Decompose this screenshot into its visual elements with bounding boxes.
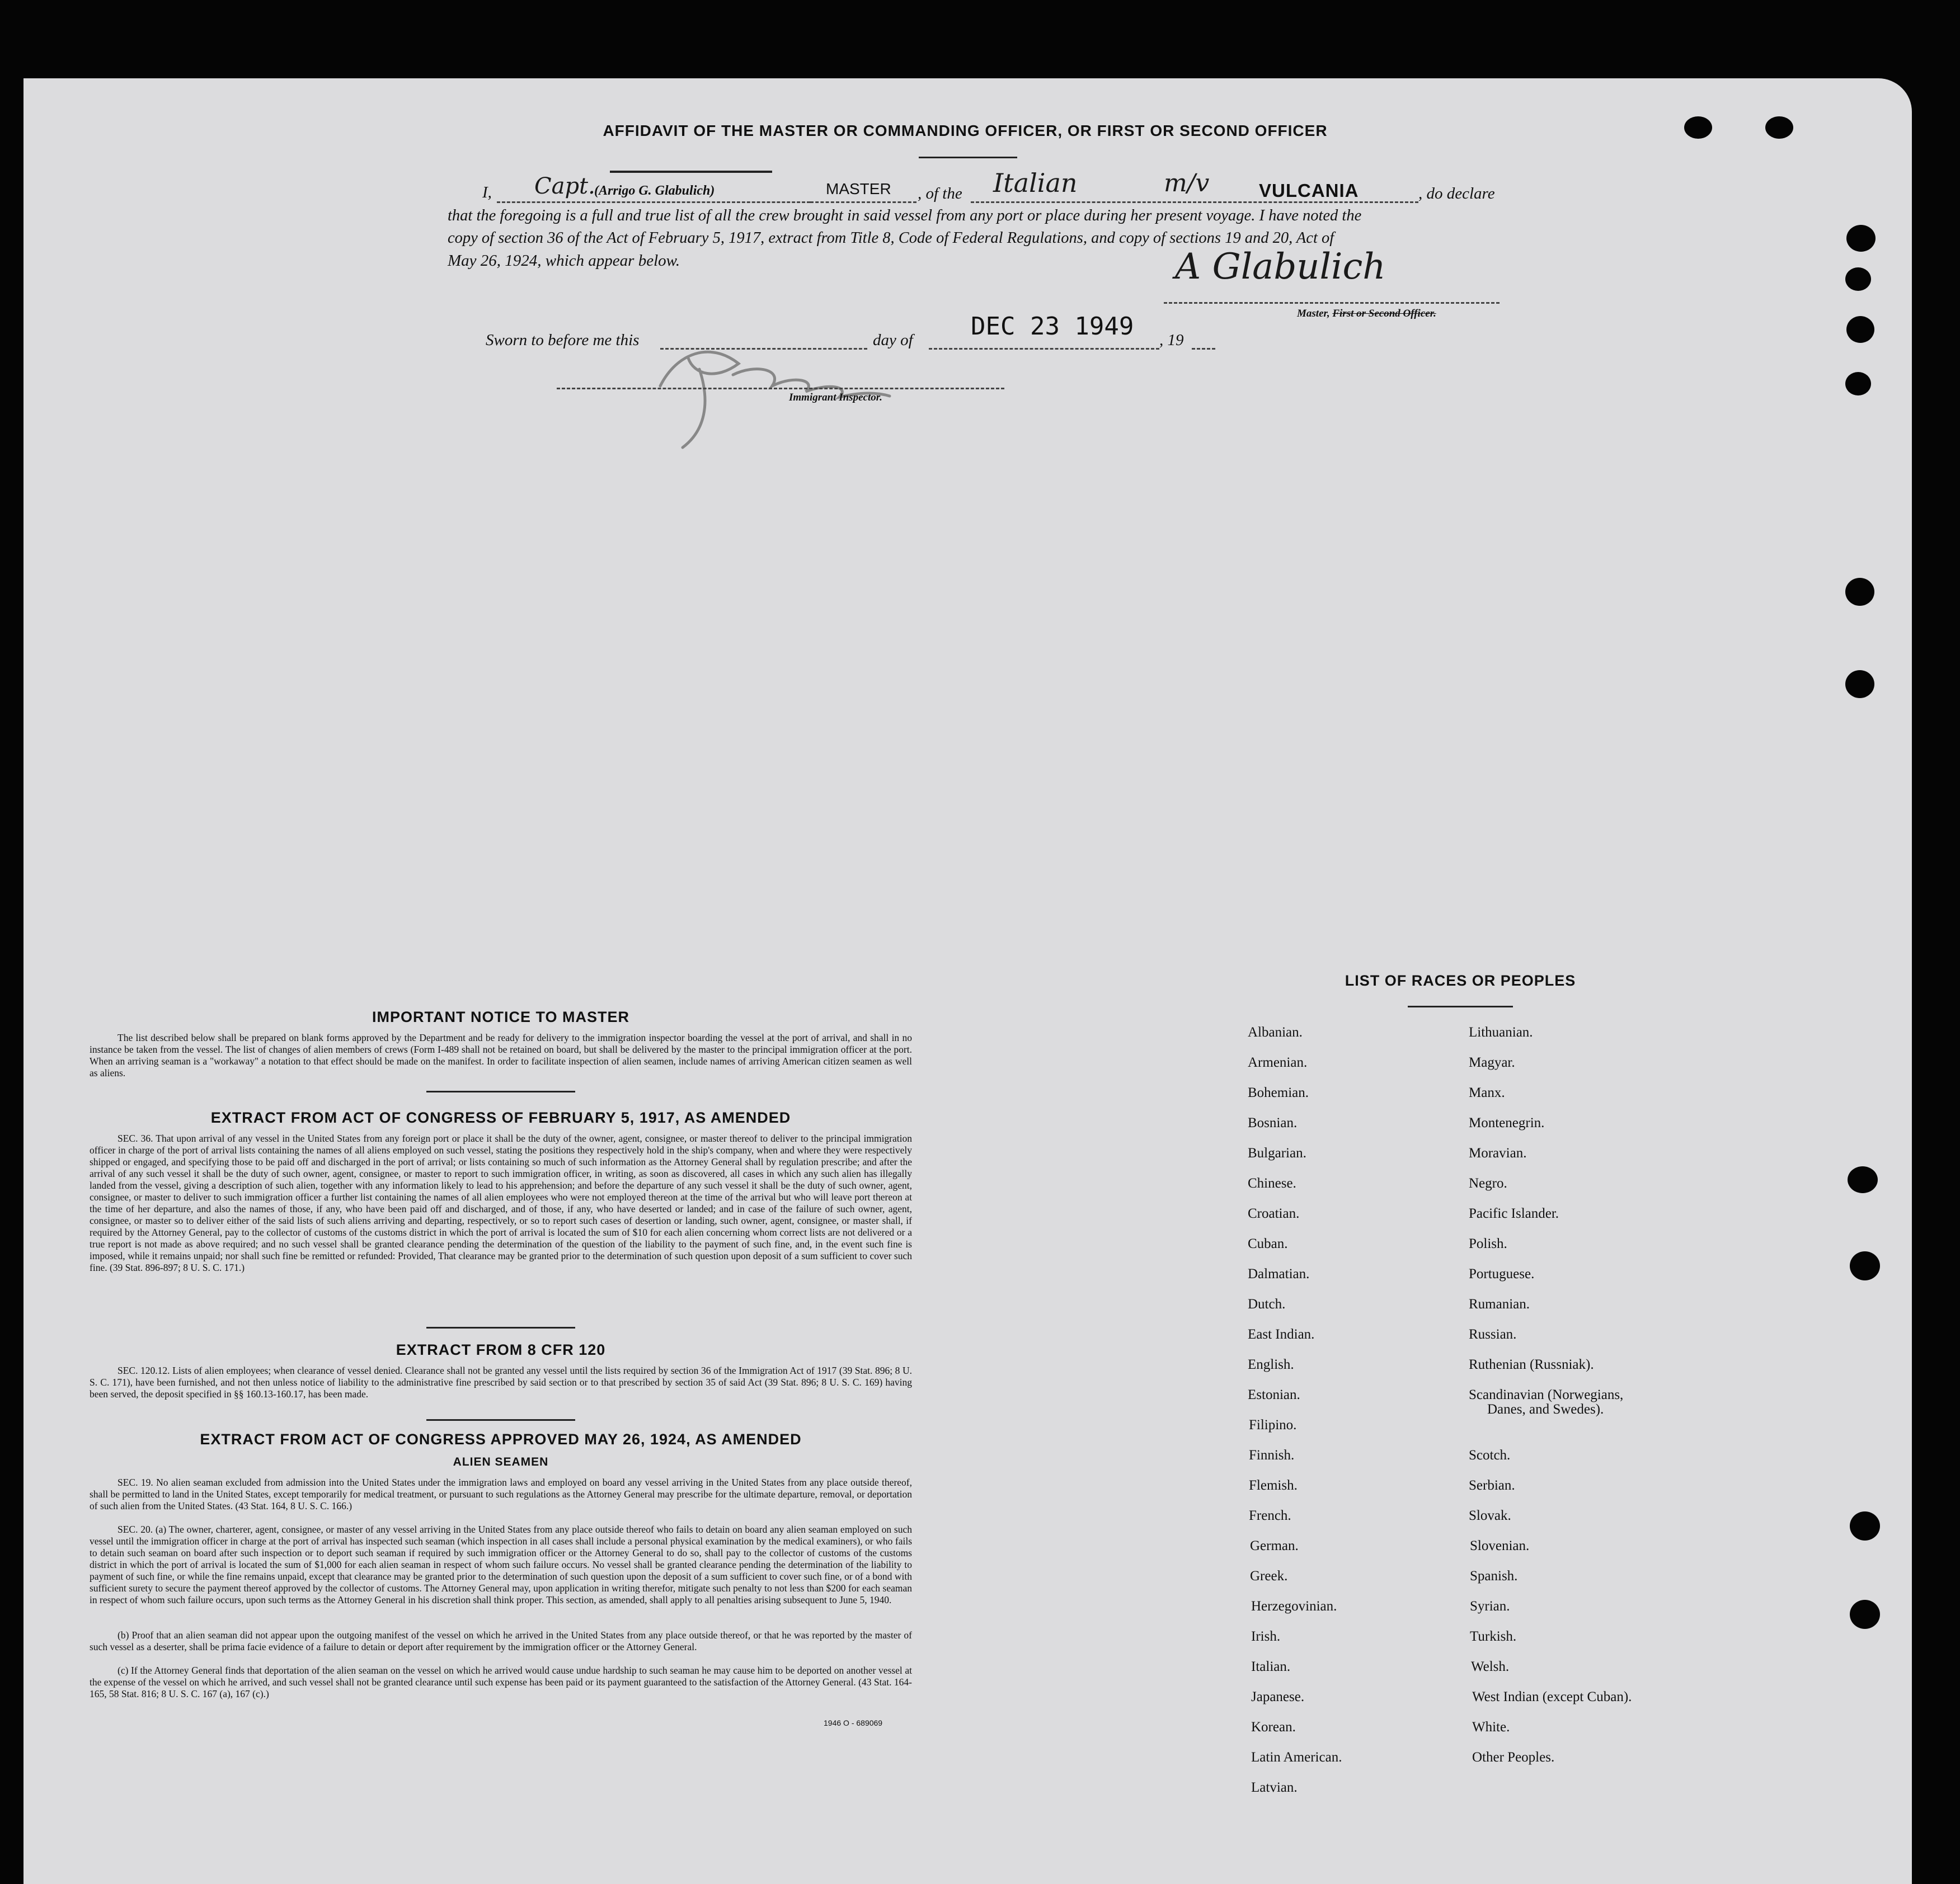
race-item: Moravian.	[1469, 1146, 1527, 1161]
race-item: East Indian.	[1248, 1327, 1315, 1342]
race-item: Syrian.	[1470, 1599, 1510, 1614]
race-item: Latvian.	[1251, 1780, 1298, 1795]
extract-1917-text: SEC. 36. That upon arrival of any vessel in the United States from any foreign port or place it shall be the duty of the owner, agent, consignee, or master thereof to deliver to the principal immigration officer in charge of the port of arrival lists containing the names of all aliens employed on such vessel, stating the positions they respectively hold in the ship's company, when and where they were respectively shipped or engaged, and specifying those to be paid off and discharged in the port of arrival; or lists containing so much of such information as the Attorney General shall by regulation prescribe; and after the arrival of any such vessel it shall be the duty of such owner, agent, consignee, or master to report to such immigration officer, in writing, as soon as discovered, all cases in which any such alien has illegally landed from the vessel, giving a description of such alien, together with any information likely to lead to his apprehension; and before the departure of any such vessel it shall be the duty of such owner, agent, consignee, or master to deliver to such immigration officer a further list containing the names of all alien employees who were not employed thereon at the time of the arrival but who will leave port thereon at the time of her departure, and also the names of those, if any, who have been paid off and discharged, and of those, if any, who have deserted or landed; and in case of the failure of such owner, agent, consignee, or master so to deliver either of the said lists of such aliens arriving and departing, respectively, or so to report such cases of desertion or landing, such owner, agent, consignee, or master shall, if required by the Attorney General, pay to the collector of customs of the customs district in which the port of arrival is located the sum of $10 for each alien concerning whom correct lists are not delivered or a true report is not made as above required; and no such vessel shall be granted clearance pending the determination of the question of the liability to the payment of such fine, and, in the event such fine is imposed, while it remains unpaid; nor shall such fine be remitted or refunded: Provided, That clearance may be granted prior to the determination of such question upon deposit of a sum sufficient to cover such fine. (39 Stat. 896-897; 8 U. S. C. 171.)	[90, 1133, 912, 1273]
extract-cfr-title: EXTRACT FROM 8 CFR 120	[396, 1341, 606, 1358]
punch-hole	[1684, 116, 1712, 139]
race-item: Bulgarian.	[1248, 1146, 1306, 1161]
signature-line	[1164, 302, 1500, 304]
race-item: Rumanian.	[1469, 1297, 1530, 1312]
race-item: Japanese.	[1251, 1689, 1305, 1704]
sworn-month-blank	[929, 348, 1159, 350]
affidavit-text-line: copy of section 36 of the Act of February 5, 1917, extract from Title 8, Code of Federal Regulations, and copy of sections 19 and 20, Act of	[448, 229, 1334, 247]
race-item: Finnish.	[1249, 1448, 1295, 1463]
extract-cfr-text: SEC. 120.12. Lists of alien employees; when clearance of vessel denied. Clearance shall not be granted any vessel until the lists required by section 36 of the Immigration Act of 1917 (39 Stat. 896; 8 U. S. C. 171), have been furnished, and not then unless notice of liability to the administrative fine prescribed by said section or to that prescribed by section 35 of said Act (39 Stat. 896; 8 U. S. C. 169) having been served, the deposit specified in §§ 160.13-160.17, has been made.	[90, 1365, 912, 1400]
section-divider	[426, 1091, 575, 1092]
punch-hole	[1845, 372, 1871, 395]
race-item: Dalmatian.	[1248, 1266, 1310, 1282]
race-item: Spanish.	[1470, 1569, 1518, 1584]
extract-1924-sec20c: (c) If the Attorney General finds that deportation of the alien seaman on the vessel on which he arrived would cause undue hardship to such seaman he may cause him to be deported on another vessel at the expense of the vessel on which he arrived, and such vessel shall not be granted clearance until such expense has been paid or its payment guaranteed to the satisfaction of the Attorney General. (43 Stat. 164-165, 58 Stat. 816; 8 U. S. C. 167 (a), 167 (c).)	[90, 1665, 912, 1699]
race-item: Estonian.	[1248, 1387, 1300, 1402]
race-item: Slovak.	[1469, 1508, 1511, 1523]
section-divider	[426, 1327, 575, 1329]
affidavit-text-line: that the foregoing is a full and true list of all the crew brought in said vessel from any port or place during her present voyage. I have noted the	[448, 207, 1362, 224]
race-item: Scotch.	[1469, 1448, 1511, 1463]
punch-hole	[1848, 1166, 1878, 1193]
master-label: MASTER	[826, 180, 891, 197]
punch-hole	[1845, 670, 1874, 698]
inspector-caption: Immigrant Inspector.	[789, 392, 882, 403]
punch-hole	[1845, 267, 1871, 291]
race-item: Turkish.	[1470, 1629, 1517, 1644]
race-item: Portuguese.	[1469, 1266, 1535, 1282]
vessel-type-handwritten: m/v	[1164, 169, 1210, 197]
print-code: 1946 O - 689069	[824, 1718, 883, 1727]
race-item: Welsh.	[1471, 1659, 1510, 1674]
race-item: Slovenian.	[1470, 1538, 1530, 1553]
race-item: Russian.	[1469, 1327, 1517, 1342]
race-item: Scandinavian (Norwegians,	[1469, 1387, 1624, 1402]
race-item: Negro.	[1469, 1176, 1507, 1191]
race-item: French.	[1249, 1508, 1291, 1523]
rank-blank	[810, 201, 916, 203]
year-prefix: , 19	[1159, 331, 1184, 349]
race-item: Manx.	[1469, 1085, 1505, 1100]
race-item: Montenegrin.	[1469, 1115, 1545, 1131]
race-item: Herzegovinian.	[1251, 1599, 1337, 1614]
race-item: Albanian.	[1248, 1025, 1303, 1040]
punch-hole	[1845, 578, 1874, 606]
extract-1924-sec20a: SEC. 20. (a) The owner, charterer, agent, consignee, or master of any vessel arriving in the United States from any place outside thereof who fails to detain on board any alien seaman employed on such vessel until the immigration officer in charge at the port of arrival has inspected such seaman (which inspection in all cases shall include a personal physical examination by the medical examiners), or who fails to detain such seaman on board after such inspection or to deport such seaman if required by such immigration officer or the Attorney General to do so, shall pay to the collector of customs of the customs district in which the port of arrival is located the sum of $1,000 for each alien seaman in respect of whom such failure occurs. No vessel shall be granted clearance pending the determination of the liability to payment of such fine, or while the fine remains unpaid, except that clearance may be granted prior to the determination of such question upon the deposit of a sum sufficient to cover such fine, or of a bond with sufficient surety to secure the payment thereof approved by the collector of customs. The Attorney General may, upon application in writing therefor, mitigate such penalty to not less than $200 for each seaman in respect of whom such failure occurs, upon such terms as the Attorney General in his discretion shall think proper. This section, as amended, shall apply to all penalties arising subsequent to June 5, 1940.	[90, 1524, 912, 1605]
race-item: White.	[1472, 1720, 1510, 1735]
punch-hole	[1850, 1511, 1880, 1541]
inspector-line	[557, 388, 1004, 389]
race-item: Cuban.	[1248, 1236, 1288, 1251]
races-title: LIST OF RACES OR PEOPLES	[1345, 972, 1576, 989]
races-title-underline	[1408, 1006, 1513, 1007]
sworn-label: Sworn to before me this	[486, 331, 640, 349]
day-of-label: day of	[873, 331, 913, 349]
race-item: Filipino.	[1249, 1417, 1297, 1433]
race-item: Armenian.	[1248, 1055, 1308, 1070]
vessel-name: VULCANIA	[1259, 180, 1359, 201]
punch-hole	[1850, 1600, 1880, 1629]
master-signature: A Glabulich	[1175, 246, 1386, 288]
race-item: Chinese.	[1248, 1176, 1296, 1191]
nationality-handwritten: Italian	[993, 168, 1078, 198]
race-item: West Indian (except Cuban).	[1472, 1689, 1632, 1704]
race-item: Other Peoples.	[1472, 1750, 1555, 1765]
extract-1924-sec19: SEC. 19. No alien seaman excluded from admission into the United States under the immigration laws and employed on board any vessel arriving in the United States from any place outside thereof, shall be permitted to land in the United States, except temporarily for medical treatment, or pursuant to such regulations as the Attorney General may prescribe for the ultimate departure, removal, or deportation of such alien from the United States. (43 Stat. 164, 8 U. S. C. 166.)	[90, 1477, 912, 1511]
race-item: Pacific Islander.	[1469, 1206, 1559, 1221]
race-item: Magyar.	[1469, 1055, 1515, 1070]
punch-hole	[1846, 225, 1876, 252]
extract-1924-subtitle: ALIEN SEAMEN	[453, 1456, 549, 1468]
master-title-handwritten: Capt.	[534, 173, 595, 199]
master-name-typed: (Arrigo G. Glabulich)	[594, 183, 715, 198]
race-item: Greek.	[1250, 1569, 1288, 1584]
extract-1917-title: EXTRACT FROM ACT OF CONGRESS OF FEBRUARY 5, 1917, AS AMENDED	[210, 1109, 791, 1126]
punch-hole	[1850, 1251, 1880, 1280]
signature-caption-prefix: Master,	[1297, 308, 1330, 319]
race-item: Flemish.	[1249, 1478, 1298, 1493]
handwritten-stroke	[610, 171, 772, 173]
race-item: Bosnian.	[1248, 1115, 1298, 1131]
nationality-blank	[971, 201, 1418, 203]
do-declare-label: , do declare	[1418, 185, 1495, 202]
affidavit-text-line: May 26, 1924, which appear below.	[448, 252, 680, 270]
race-item: Bohemian.	[1248, 1085, 1309, 1100]
affidavit-title: AFFIDAVIT OF THE MASTER OR COMMANDING OFFICER, OR FIRST OR SECOND OFFICER	[603, 122, 1328, 139]
of-the-label: , of the	[918, 185, 962, 202]
section-divider	[426, 1419, 575, 1421]
race-item: Danes, and Swedes).	[1487, 1402, 1604, 1417]
signature-caption	[1297, 308, 1436, 320]
race-item: Latin American.	[1251, 1750, 1342, 1765]
name-blank	[497, 201, 810, 203]
race-item: Croatian.	[1248, 1206, 1300, 1221]
race-item: Serbian.	[1469, 1478, 1515, 1493]
i-label: I,	[482, 183, 492, 201]
race-item: Irish.	[1251, 1629, 1281, 1644]
punch-hole	[1765, 116, 1793, 139]
race-item: Korean.	[1251, 1720, 1296, 1735]
race-item: German.	[1250, 1538, 1299, 1553]
race-item: Dutch.	[1248, 1297, 1286, 1312]
punch-hole	[1846, 316, 1874, 343]
notice-text: The list described below shall be prepared on blank forms approved by the Department and be ready for delivery to the immigration inspector boarding the vessel at the port of arrival, and shall in no instance be taken from the vessel. The list of changes of alien members of crews (Form I-489 shall not be retained on board, but shall be delivered by the master to the principal immigration officer at the port. When an arriving seaman is a "workaway" a notation to that effect should be made on the manifest. In order to facilitate inspection of alien seamen, include names of arriving American citizen seamen as well as aliens.	[90, 1032, 912, 1078]
race-item: Lithuanian.	[1469, 1025, 1533, 1040]
race-item: Italian.	[1251, 1659, 1291, 1674]
race-item: English.	[1248, 1357, 1294, 1372]
year-blank	[1192, 348, 1215, 350]
notice-title: IMPORTANT NOTICE TO MASTER	[372, 1009, 629, 1025]
extract-1924-sec20b: (b) Proof that an alien seaman did not appear upon the outgoing manifest of the vessel on which he arrived in the United States from any place outside thereof, or that he was reported by the master of such vessel as a deserter, shall be prima facie evidence of a failure to detain or deport after requirement by the immigration officer or the Attorney General.	[90, 1629, 912, 1652]
date-stamp: DEC 23 1949	[971, 312, 1134, 341]
extract-1924-title: EXTRACT FROM ACT OF CONGRESS APPROVED MAY 26, 1924, AS AMENDED	[200, 1431, 802, 1448]
race-item: Polish.	[1469, 1236, 1507, 1251]
signature-caption-struck: First or Second Officer.	[1332, 308, 1436, 319]
race-item: Ruthenian (Russniak).	[1469, 1357, 1594, 1372]
title-underline	[919, 157, 1017, 158]
